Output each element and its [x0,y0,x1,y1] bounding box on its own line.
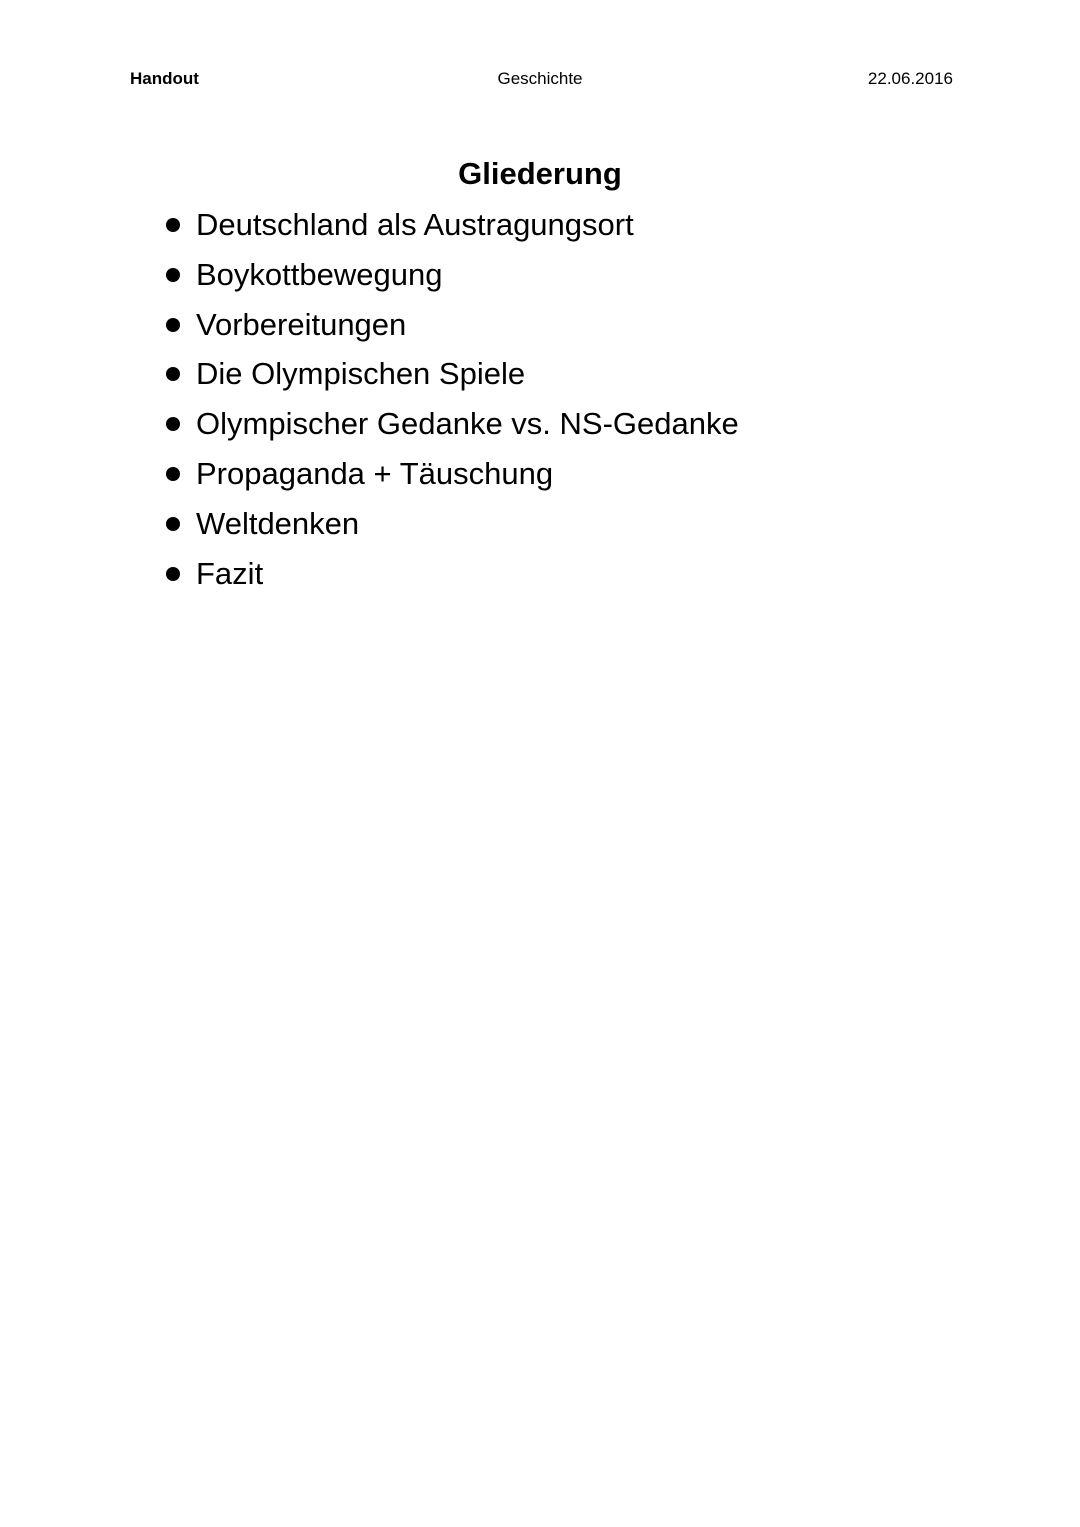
bullet-icon [166,517,180,531]
list-item-text: Vorbereitungen [196,306,407,342]
bullet-icon [166,318,180,332]
list-item [160,200,739,250]
document-title: Gliederung [458,156,622,191]
list-item [160,499,739,549]
bullet-icon [166,268,180,282]
header-date: 22.06.2016 [867,69,953,88]
list-item-text: Propaganda + Täuschung [196,455,554,491]
list-item-text: Olympischer Gedanke vs. NS-Gedanke [196,406,739,442]
bullet-icon [166,417,180,431]
list-item [160,300,739,350]
list-item [160,250,739,300]
list-item [160,349,739,399]
list-item-text: Weltdenken [196,505,360,541]
list-item-text: Fazit [196,555,264,591]
list-item-text: Boykottbewegung [196,256,443,292]
header-doc-type: Handout [130,69,199,88]
header-subject: Geschichte [497,69,583,88]
bullet-icon [166,467,180,481]
list-item-text: Die Olympischen Spiele [196,356,526,392]
list-item [160,549,739,599]
bullet-icon [166,218,180,232]
page-header [0,66,1080,92]
list-item [160,399,739,449]
list-item [160,449,739,499]
list-item-text: Deutschland als Austragungsort [196,207,634,242]
bullet-icon [166,567,180,581]
bullet-icon [166,367,180,381]
outline-list [160,200,739,598]
